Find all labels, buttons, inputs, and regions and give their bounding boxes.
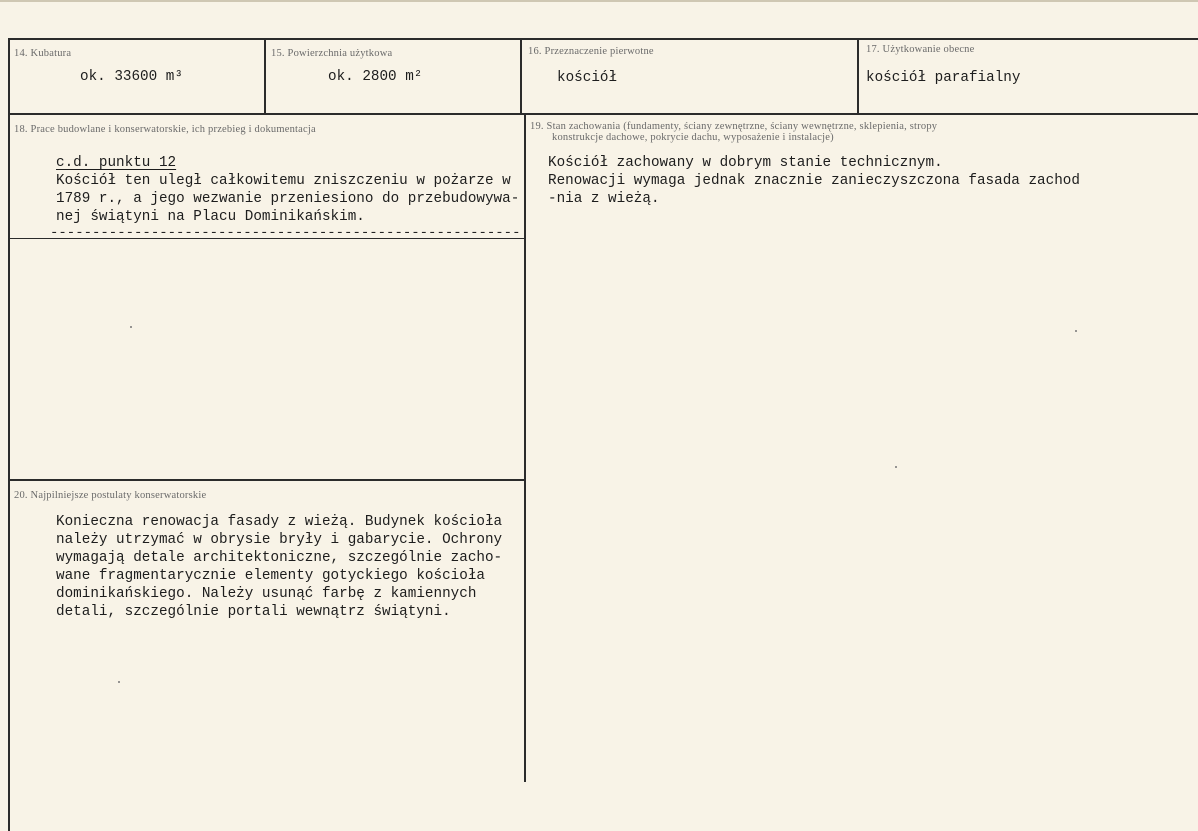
przeznaczenie-value: kościół xyxy=(557,70,618,86)
divider-15-16 xyxy=(520,38,522,114)
stan-line-2: Renowacji wymaga jednak znacznie zanieczyszczona fasada zachod xyxy=(548,173,1080,189)
powierzchnia-value: ok. 2800 m² xyxy=(328,69,423,85)
paper-speck xyxy=(130,326,132,328)
paper-speck xyxy=(1075,330,1077,332)
stan-line-1: Kościół zachowany w dobrym stanie technicznym. xyxy=(548,155,943,171)
stan-label-2: konstrukcje dachowe, pokrycie dachu, wyposażenie i instalacje) xyxy=(552,132,834,143)
powierzchnia-label: 15. Powierzchnia użytkowa xyxy=(271,48,393,59)
prace-label: 18. Prace budowlane i konserwatorskie, ich przebieg i dokumentacja xyxy=(14,124,316,135)
prace-heading: c.d. punktu 12 xyxy=(56,155,177,171)
postulaty-line-5: dominikańskiego. Należy usunąć farbę z kamiennych xyxy=(56,586,477,602)
stan-line-3: -nia z wieżą. xyxy=(548,191,660,207)
postulaty-line-3: wymagają detale architektoniczne, szczególnie zacho- xyxy=(56,550,503,566)
paper-speck xyxy=(118,681,120,683)
kubatura-value: ok. 33600 m³ xyxy=(80,69,183,85)
uzytkowanie-value: kościół parafialny xyxy=(866,70,1021,86)
postulaty-line-2: należy utrzymać w obrysie bryły i gabarycie. Ochrony xyxy=(56,532,503,548)
f20-top-rule xyxy=(8,479,524,481)
prace-line-2: 1789 r., a jego wezwanie przeniesiono do przebudowywa- xyxy=(56,191,520,207)
postulaty-line-6: detali, szczególnie portali wewnątrz świątyni. xyxy=(56,604,451,620)
postulaty-line-4: wane fragmentarycznie elementy gotyckiego kościoła xyxy=(56,568,485,584)
row1-bottom-rule xyxy=(8,113,1198,115)
postulaty-label: 20. Najpilniejsze postulaty konserwatorskie xyxy=(14,490,207,501)
left-border xyxy=(8,38,10,831)
divider-main xyxy=(524,114,526,782)
divider-16-17 xyxy=(857,38,859,114)
prace-line-3: nej świątyni na Placu Dominikańskim. xyxy=(56,209,365,225)
top-rule xyxy=(8,38,1198,40)
stan-label-1: 19. Stan zachowania (fundamenty, ściany zewnętrzne, ściany wewnętrzne, sklepienia, stropy xyxy=(530,121,938,132)
divider-14-15 xyxy=(264,38,266,114)
sheet-top-edge xyxy=(0,0,1198,2)
przeznaczenie-label: 16. Przeznaczenie pierwotne xyxy=(528,46,654,57)
kubatura-label: 14. Kubatura xyxy=(14,48,72,59)
paper-speck xyxy=(895,466,897,468)
postulaty-line-1: Konieczna renowacja fasady z wieżą. Budynek kościoła xyxy=(56,514,503,530)
uzytkowanie-label: 17. Użytkowanie obecne xyxy=(866,44,975,55)
prace-line-1: Kościół ten uległ całkowitemu zniszczeniu w pożarze w xyxy=(56,173,511,189)
prace-dashed-line: -------------------------------------------------------- xyxy=(50,226,521,240)
